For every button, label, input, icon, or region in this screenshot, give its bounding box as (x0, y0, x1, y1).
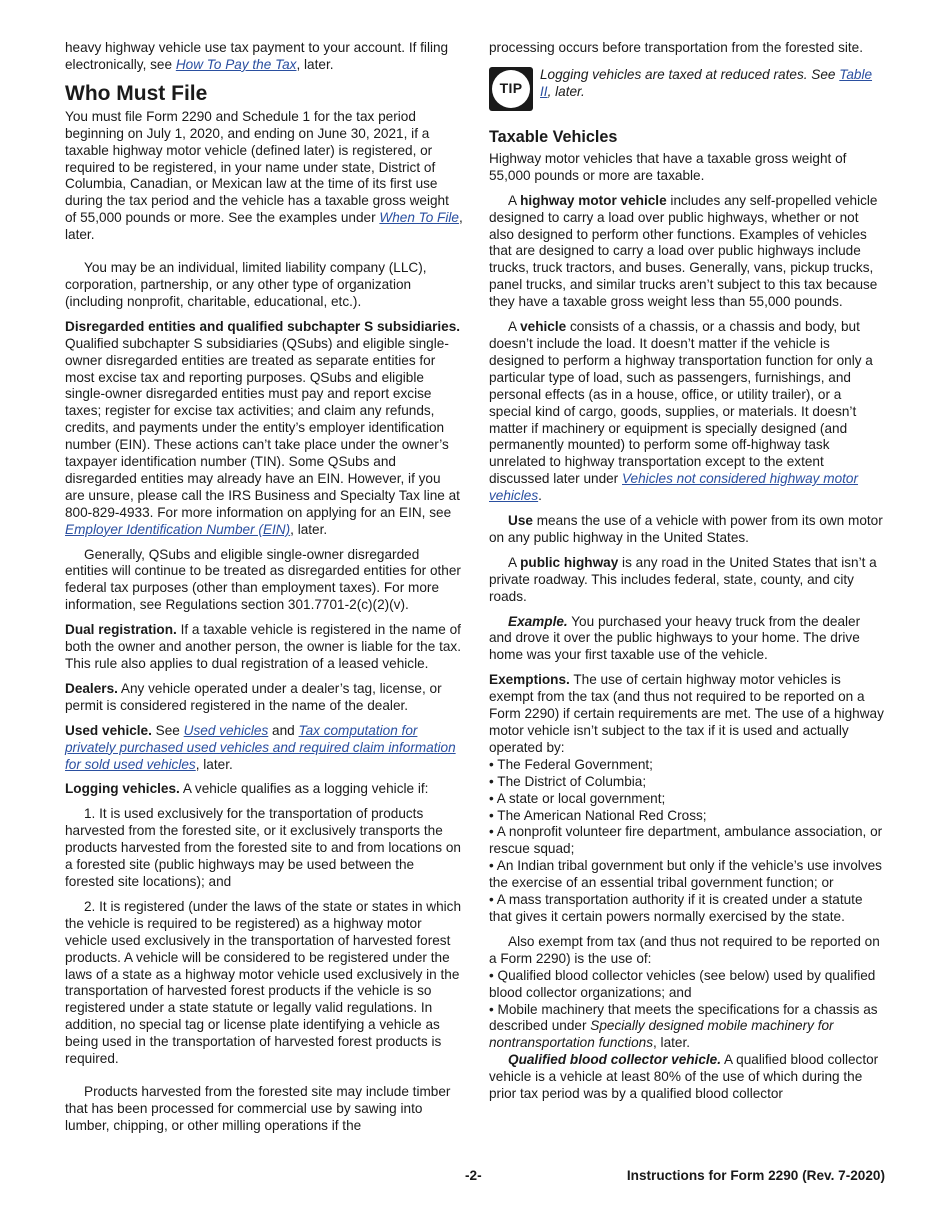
link-how-to-pay-the-tax[interactable]: How To Pay the Tax (175, 56, 297, 72)
left-column (65, 40, 463, 1143)
tip-text: Logging vehicles are taxed at reduced rates. See Table II, later. (540, 66, 873, 99)
paragraph-qualified-blood-collector: Qualified blood collector vehicle. A qualified blood collector vehicle is a vehicle at least 80% of the use of which during the prior tax period was by a qualified blood collector (489, 1052, 879, 1102)
paragraph-exemptions: Exemptions. The use of certain highway motor vehicles is exempt from the tax (and thus not required to be reported on a Form 2290) if certain requirements are met. The use of a highway motor vehicle isn’t subject to the tax if it is used and actually operated by: (489, 672, 884, 755)
paragraph: You must file Form 2290 and Schedule 1 for the tax period beginning on July 1, 2020, and ending on June 30, 2021, if a taxable highway motor vehicle (defined later) is registered, or required to be registered, in your name under state, District of Columbia, Canadian, or Mexican law at the time of its first use during the tax period and the vehicle has a taxable gross weight of 55,000 pounds or more. See the examples under When To File, later. (65, 108, 463, 243)
exemption-list (489, 757, 885, 926)
paragraph-used-vehicle: Used vehicle. See Used vehicles and Tax computation for privately purchased used vehicles and required claim information for sold used vehicles, later. (65, 722, 456, 772)
numbered-item: 1. It is used exclusively for the transportation of products harvested from the forested site, or it exclusively transports the products harvested from the forested site to and from locations on a forested site (public highways may be used between the forested site locations); and (65, 806, 461, 889)
paragraph-use: Use means the use of a vehicle with power from its own motor on any public highway in the United States. (489, 513, 883, 545)
list-item: • Qualified blood collector vehicles (see below) used by qualified blood collector organizations; and (489, 968, 885, 1002)
paragraph-label: Dealers. (65, 680, 118, 696)
link-vehicles-not-considered[interactable]: Vehicles not considered highway motor vehicles (489, 471, 859, 504)
tip-box (489, 67, 885, 111)
section-heading-who-must-file: Who Must File (65, 81, 208, 105)
paragraph-label: Used vehicle. (65, 722, 152, 738)
numbered-item: 2. It is registered (under the laws of the state or states in which the vehicle is required to be registered) as a highway motor vehicle used exclusively in the transportation of harvested forest products. A vehicle will be considered to be registered under the laws of a state as a highway motor vehicle used exclusively in the transportation of harvested forest products if the vehicle is so registered under a state statute or legally valid regulations. In addition, no special tag or license plate identifying a vehicle as being used in the transportation of harvested forest products is required. (65, 898, 462, 1067)
list-item: • The District of Columbia; (489, 774, 885, 791)
form-identifier: Instructions for Form 2290 (Rev. 7-2020) (626, 1168, 885, 1183)
paragraph-logging-vehicles: Logging vehicles. A vehicle qualifies as a logging vehicle if: (65, 781, 429, 797)
list-item: • A nonprofit volunteer fire department, ambulance association, or rescue squad; (489, 824, 885, 858)
list-item: • A mass transportation authority if it is created under a statute that gives it certain powers normally exercised by the state. (489, 892, 885, 926)
exempt-use-list (489, 968, 885, 1053)
paragraph-label: Dual registration. (65, 622, 177, 638)
paragraph-vehicle: A vehicle consists of a chassis, or a chassis and body, but doesn’t include the load. It doesn’t matter if the vehicle is designed to perform a highway transportation function for only a particular type of load, such as passengers, furnishings, and personal effects (as in a house, office, or utility trailer), or a special kind of cargo, goods, supplies, or materials. It doesn’t matter if machinery or equipment is specially designed (and permanently mounted) to perform some off-highway task unrelated to highway transportation except to the extent discussed later under Vehicles not considered highway motor vehicles. (489, 319, 873, 504)
list-item: • The American National Red Cross; (489, 808, 885, 825)
paragraph-highway-motor-vehicle: A highway motor vehicle includes any self-propelled vehicle designed to carry a load over public highways, whether or not also designed to perform other functions. Examples of vehicles that are designed to carry a load over public highways include trucks, truck tractors, and buses. Generally, vans, pickup trucks, panel trucks, and similar trucks aren’t subject to this tax because they have a taxable gross weight less than 55,000 pounds. (489, 192, 878, 310)
link-employer-identification-number[interactable]: Employer Identification Number (EIN) (65, 521, 291, 537)
paragraph-label: Exemptions. (489, 672, 570, 688)
paragraph: Generally, QSubs and eligible single-owner disregarded entities will continue to be treated as disregarded entities for other federal tax purposes (other than employment taxes). For more information, see Regulations section 301.7701-2(c)(2)(v). (65, 546, 461, 613)
paragraph-label: Disregarded entities and qualified subchapter S subsidiaries. (65, 318, 461, 334)
list-item: • The Federal Government; (489, 757, 885, 774)
link-when-to-file[interactable]: When To File (379, 210, 459, 226)
paragraph: processing occurs before transportation from the forested site. (489, 40, 864, 55)
link-used-vehicles[interactable]: Used vehicles (183, 722, 269, 738)
tip-label: TIP (492, 70, 530, 108)
paragraph-example: Example. You purchased your heavy truck from the dealer and drove it over the public highways to your home. The drive home was your first taxable use of the vehicle. (489, 613, 861, 663)
page-number: -2- (465, 1168, 482, 1183)
paragraph: Products harvested from the forested site may include timber that has been processed for commercial use by sawing into lumber, chipping, or other milling operations if the (65, 1083, 451, 1133)
paragraph-label: Qualified blood collector vehicle. (508, 1052, 722, 1068)
paragraph-dealers: Dealers. Any vehicle operated under a dealer’s tag, license, or permit is considered registered in the name of the dealer. (65, 680, 442, 713)
paragraph-label: Example. (508, 613, 568, 629)
paragraph: Highway motor vehicles that have a taxable gross weight of 55,000 pounds or more are taxable. (489, 150, 847, 183)
list-item: • An Indian tribal government but only if the vehicle’s use involves the exercise of an essential tribal government function; or (489, 858, 885, 892)
list-item: • Mobile machinery that meets the specifications for a chassis as described under Specially designed mobile machinery for nontransportation functions, later. (489, 1002, 885, 1053)
paragraph: You may be an individual, limited liability company (LLC), corporation, partnership, or any other type of organization (including nonprofit, charitable, educational, etc.). (65, 260, 427, 309)
paragraph: heavy highway vehicle use tax payment to your account. If filing electronically, see How To Pay the Tax, later. (65, 40, 449, 72)
paragraph: Also exempt from tax (and thus not required to be reported on a Form 2290) is the use of: (489, 933, 880, 966)
defined-term: public highway (520, 554, 619, 570)
tip-icon (489, 67, 533, 111)
paragraph-label: Logging vehicles. (65, 781, 180, 797)
right-column (489, 40, 885, 1111)
defined-term: highway motor vehicle (520, 192, 667, 208)
link-tax-computation-used-vehicles[interactable]: Tax computation for privately purchased used vehicles and required claim information for sold used vehicles (65, 722, 456, 772)
section-heading-taxable-vehicles: Taxable Vehicles (489, 127, 618, 146)
link-table-ii[interactable]: Table II (540, 66, 873, 99)
defined-term: Use (508, 513, 533, 529)
list-item: • A state or local government; (489, 791, 885, 808)
paragraph-disregarded-entities: Disregarded entities and qualified subchapter S subsidiaries. Qualified subchapter S subsidiaries (QSubs) and eligible single-owner disregarded entities are treated as separate entities for most excise tax and reporting purposes. QSubs and eligible single-owner disregarded entities must pay and report excise taxes; register for excise tax activities; and claim any refunds, credits, and payments under the entity’s employer identification number (EIN). These actions can’t take place under the owner’s taxpayer identification number (TIN). Some QSubs and disregarded entities may already have an EIN. However, if you are unsure, please call the IRS Business and Specialty Tax line at 800-829-4933. For more information on applying for an EIN, see Employer Identification Number (EIN), later. (65, 318, 461, 537)
defined-term: vehicle (520, 319, 567, 335)
paragraph-dual-registration: Dual registration. If a taxable vehicle is registered in the name of both the owner and another person, the owner is liable for the tax. This rule also applies to dual registration of a leased vehicle. (65, 622, 461, 671)
paragraph-public-highway: A public highway is any road in the United States that isn’t a private roadway. This includes federal, state, county, and city roads. (489, 554, 877, 604)
